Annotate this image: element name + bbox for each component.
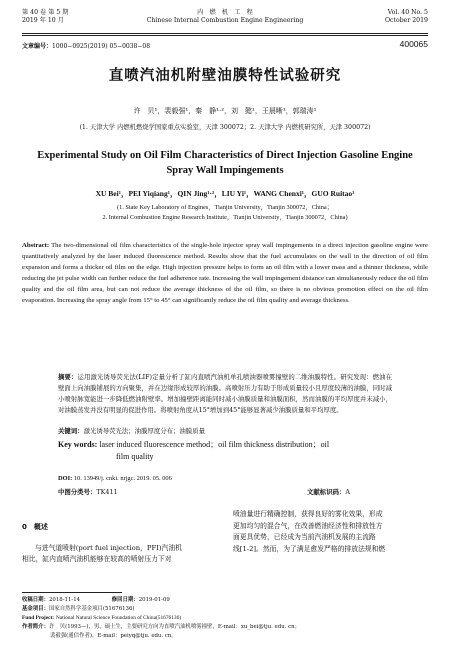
keywords-cn-label: 关键词： bbox=[58, 427, 84, 435]
article-number-label: 文章编号： bbox=[22, 43, 53, 50]
header-rule-thin bbox=[22, 35, 428, 36]
fund-en-label: Fund Project: bbox=[22, 615, 55, 621]
keywords-en-line2: film quality bbox=[116, 452, 154, 461]
body-text-line: 面更具优势，已经成为当前汽油机发展的主流路 bbox=[233, 533, 376, 541]
journal-name-en: Chinese Internal Combustion Engine Engineering bbox=[146, 17, 304, 24]
header-volume-en: Vol. 40 No. 5 bbox=[387, 9, 428, 16]
document-code-value: A bbox=[345, 488, 350, 496]
abstract-text: The two-dimensional oil film characteristics of the single-hole injector spray wall impingements in a direct injection gasoline engine were quantitatively analyzed by the laser induced fluorescence method. Results show that the fuel accumulates on the wall in the direction of oil film expansion and forms a thicker oil film on the edge. High injection pressure helps to form an oil film with a lower mass and a thinner thickness, while reducing the jet pulse width can further reduce the fuel adherence rate. Increasing the wall impingement distance can simultaneously reduce the oil film quality and the oil film area, but can not reduce the average thickness of the oil film, so there is no obvious promotion effect on the oil film evaporation. Increasing the spray angle from 15° to 45° can significantly reduce the oil film quality and average thickness. bbox=[22, 242, 428, 304]
corresponding-author: 裴毅强(通信作者)，E-mail：peiyq@tju. edu. cn。 bbox=[50, 633, 177, 639]
header-rule bbox=[22, 33, 428, 34]
article-meta bbox=[22, 41, 428, 50]
header-center bbox=[22, 9, 428, 25]
section-heading: 0 概述 bbox=[22, 523, 48, 531]
doi-link[interactable]: 10. 13949/j. cnki. nrjgc. 2019. 05. 006 bbox=[73, 475, 172, 482]
header-date-cn: 2019 年 10 月 bbox=[22, 17, 64, 24]
journal-name-cn: 内 燃 机 工 程 bbox=[197, 9, 253, 16]
page-code: 400065 bbox=[399, 39, 428, 49]
body-text-line: 与进气道喷射(port fuel injection，PFI)汽油机 bbox=[35, 543, 182, 552]
body-left-column bbox=[22, 522, 216, 566]
header-right bbox=[385, 9, 428, 25]
author-bio-text: 许 贝(1993—)，男，硕士生，主要研究方向为直喷汽油机喷雾撞壁，E-mail：xu_bei@tju. edu. cn； bbox=[48, 624, 300, 630]
abstract-label: Abstract: bbox=[22, 242, 50, 249]
header-volume-cn: 第 40 卷 第 5 期 bbox=[22, 9, 69, 16]
received-label: 收稿日期： bbox=[22, 597, 49, 603]
affiliation-en-line: 2. Internal Combustion Engine Research Institute，Tianjin University，Tianjin 300072，China) bbox=[102, 214, 348, 221]
abstract-cn-label: 摘要： bbox=[58, 373, 78, 381]
footnote-rule bbox=[22, 592, 122, 593]
header-date-en: October 2019 bbox=[384, 17, 428, 24]
doi-label: DOI: bbox=[58, 475, 73, 482]
body-right-column bbox=[233, 509, 428, 555]
classification-value: TK411 bbox=[96, 488, 118, 496]
classification-label: 中图分类号： bbox=[58, 488, 97, 496]
author-bio-label: 作者简介： bbox=[22, 624, 49, 630]
doi bbox=[58, 475, 172, 482]
keywords-en-label: Key words: bbox=[58, 440, 98, 449]
authors-en: XU Bei¹，PEI Yiqiang¹，QIN Jing¹·²，LIU Yi¹，WANG Chenxi¹，GUO Ruitao¹ bbox=[95, 189, 355, 198]
running-header bbox=[22, 9, 428, 35]
body-text-line: 相比，缸内直喷汽油机能够在较高的喷射压力下对 bbox=[22, 555, 172, 563]
body-text-line: 线[1-2]。然而，为了满足愈发严格的排放法规和燃 bbox=[233, 544, 386, 553]
body-text-line: 喷油量进行精确控制，获得良好的雾化效果，形成 bbox=[233, 510, 383, 518]
fund-label: 基金项目： bbox=[22, 606, 49, 612]
footnotes bbox=[22, 596, 428, 641]
title-cn: 直喷汽油机附壁油膜特性试验研究 bbox=[108, 68, 342, 84]
keywords-cn bbox=[58, 426, 392, 435]
revised-label: 修回日期： bbox=[111, 597, 139, 603]
document-code-label: 文献标识码： bbox=[307, 488, 346, 496]
abstract-en bbox=[22, 240, 428, 306]
affiliation-en bbox=[20, 203, 430, 223]
affiliation-en-line: (1. State Key Laboratory of Engines，Tianjin University，Tianjin 300072，China； bbox=[116, 204, 334, 211]
fund-en-text: National Natural Science Foundation of China(51676136) bbox=[55, 615, 182, 621]
abstract-cn bbox=[58, 372, 392, 416]
revised-date: 2019-01-09 bbox=[138, 597, 170, 603]
keywords-cn-text: 激光诱导荧光法；油膜厚度分布；油膜质量 bbox=[83, 427, 205, 435]
title-en: Experimental Study on Oil Film Characteristics of Direct Injection Gasoline Engine Spray Wall Impingements bbox=[37, 150, 413, 176]
article-number: 1000−0925(2019) 05−0038−08 bbox=[52, 43, 151, 50]
fund-text: 国家自然科学基金项目(51676136) bbox=[48, 606, 135, 612]
classification bbox=[58, 487, 350, 496]
keywords-en bbox=[58, 439, 404, 463]
keywords-en-line1: laser induced fluorescence method；oil film thickness distribution；oil bbox=[99, 440, 330, 449]
abstract-cn-text: 运用激光诱导荧光法(LIF)定量分析了缸内直喷汽油机单孔喷油器喷雾撞壁的二维油膜特性。研究发现：燃油在壁面上向油膜铺展的方向聚集，并在边缘形成较厚的油膜。高喷射压力有助于形成质量较小且厚度较薄的油膜，同时减小喷射脉宽能进一步降低燃油附壁率。增加撞壁距离能同时减小油膜质量和油膜面积，然而油膜的平均厚度并未减小，对油膜蒸发并没有明显的促进作用。将喷射角度从15°增加到45°能够显著减少油膜质量和平均厚度。 bbox=[58, 373, 393, 414]
body-text-line: 更加均匀的混合气，在改善燃油经济性和排放性方 bbox=[233, 521, 383, 530]
affiliation-cn: (1. 天津大学 内燃机燃烧学国家重点实验室，天津 300072；2. 天津大学 内燃机研究所，天津 300072) bbox=[79, 124, 371, 131]
document-code bbox=[307, 487, 350, 496]
authors-cn: 许 贝¹，裴毅强¹，秦 静¹·²，刘 懿¹，王晨晰¹，郭瑞涛¹ bbox=[133, 107, 317, 115]
received-date: 2018-11-14 bbox=[48, 597, 81, 603]
